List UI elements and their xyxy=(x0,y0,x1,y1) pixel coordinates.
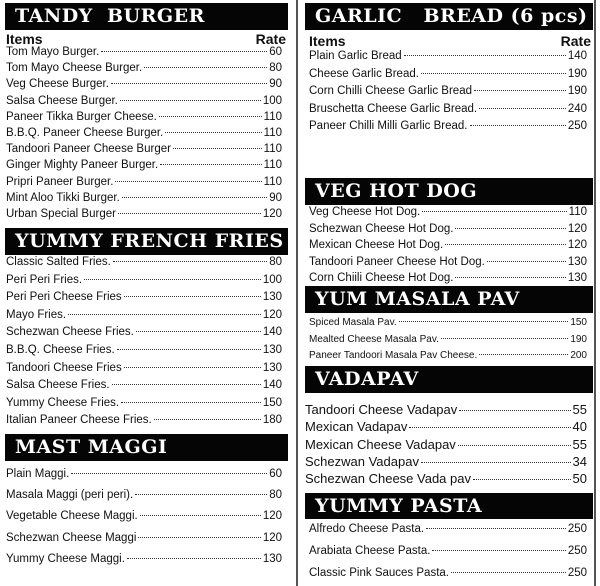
dot-leader xyxy=(159,116,262,117)
item-rate: 110 xyxy=(263,110,282,123)
menu-item xyxy=(305,402,587,417)
item-rate: 130 xyxy=(262,361,282,374)
dot-leader xyxy=(421,73,566,74)
item-name: Italian Paneer Cheese Fries. xyxy=(6,414,152,427)
item-name: Salsa Cheese Fries. xyxy=(6,379,110,392)
item-rate: 150 xyxy=(262,396,282,409)
menu-item xyxy=(309,85,587,97)
dot-leader xyxy=(421,462,571,463)
dot-leader xyxy=(409,427,570,428)
menu-item xyxy=(305,454,587,469)
menu-item xyxy=(6,397,282,409)
dot-leader xyxy=(445,244,566,245)
item-name: Mexican Cheese Hot Dog. xyxy=(309,239,444,252)
item-rate: 120 xyxy=(262,208,282,220)
menu-item xyxy=(6,256,282,268)
menu-item xyxy=(6,274,282,286)
item-name: Plain Maggi. xyxy=(6,468,70,480)
item-rate: 90 xyxy=(269,191,282,204)
item-name: Vegetable Cheese Maggi. xyxy=(6,510,138,523)
item-name: Spiced Masala Pav. xyxy=(309,317,397,328)
dot-leader xyxy=(165,132,261,133)
dot-leader xyxy=(473,479,571,480)
item-rate: 80 xyxy=(269,489,282,502)
item-rate: 110 xyxy=(263,143,282,156)
rate-column-label: Rate xyxy=(255,31,286,47)
menu-item xyxy=(6,379,282,391)
dot-leader xyxy=(432,550,565,551)
dot-leader xyxy=(111,83,267,84)
item-rate: 130 xyxy=(262,552,282,565)
column-headers xyxy=(309,33,591,49)
item-name: Salsa Cheese Burger. xyxy=(6,94,118,107)
item-rate: 40 xyxy=(572,419,587,435)
item-rate: 140 xyxy=(567,50,587,62)
dot-leader xyxy=(124,367,261,368)
menu-item xyxy=(6,468,282,480)
menu-item xyxy=(305,437,587,452)
dot-leader xyxy=(127,558,261,559)
left-column-border xyxy=(296,0,298,586)
item-rate: 120 xyxy=(567,222,587,235)
right-column-border xyxy=(594,0,596,586)
item-rate: 190 xyxy=(567,67,587,80)
dot-leader xyxy=(455,277,565,278)
item-name: Peri Peri Cheese Fries xyxy=(6,291,122,304)
dot-leader xyxy=(455,228,565,229)
menu-item xyxy=(6,344,282,356)
dot-leader xyxy=(404,55,566,56)
item-name: Mexican Cheese Vadapav xyxy=(305,436,456,452)
menu-item xyxy=(6,95,282,107)
item-name: Mealted Cheese Masala Pav. xyxy=(309,333,439,345)
item-name: Pripri Paneer Burger. xyxy=(6,175,114,188)
menu-item xyxy=(309,206,587,218)
item-name: B.B.Q. Cheese Fries. xyxy=(6,344,115,356)
dot-leader xyxy=(112,384,261,385)
dot-leader xyxy=(136,331,261,332)
dot-leader xyxy=(173,148,262,149)
column-headers xyxy=(6,31,286,47)
item-rate: 80 xyxy=(269,256,282,268)
item-name: Veg Cheese Hot Dog. xyxy=(309,206,421,218)
item-name: Schezwan Cheese Maggi xyxy=(6,531,137,544)
item-rate: 130 xyxy=(567,255,587,268)
menu-item xyxy=(309,256,587,268)
menu-item xyxy=(6,510,282,522)
dot-leader xyxy=(470,125,566,126)
item-rate: 120 xyxy=(262,510,282,523)
menu-item xyxy=(309,120,587,132)
menu-item xyxy=(309,334,587,345)
item-rate: 55 xyxy=(572,402,587,417)
dot-leader xyxy=(101,51,267,52)
menu-item xyxy=(6,127,282,139)
menu-item xyxy=(6,291,282,303)
menu-item xyxy=(305,419,587,434)
item-name: Bruschetta Cheese Garlic Bread. xyxy=(309,102,478,115)
menu-item xyxy=(309,523,587,535)
item-rate: 200 xyxy=(570,350,587,361)
menu-item xyxy=(6,532,282,544)
section-header-tandy-burger: TANDY BURGER xyxy=(5,3,288,30)
item-rate: 90 xyxy=(269,78,282,91)
dot-leader xyxy=(451,572,566,573)
dot-leader xyxy=(138,537,260,538)
item-rate: 120 xyxy=(262,531,282,544)
section-header-yummy-pasta: YUMMY PASTA xyxy=(305,493,593,519)
item-name: Classic Pink Sauces Pasta. xyxy=(309,567,449,579)
menu-item xyxy=(6,176,282,188)
dot-leader xyxy=(118,213,261,214)
menu-item xyxy=(6,143,282,155)
item-rate: 190 xyxy=(570,333,587,345)
menu-item xyxy=(309,223,587,235)
dot-leader xyxy=(160,164,262,165)
dot-leader xyxy=(459,410,570,411)
item-rate: 180 xyxy=(262,414,282,427)
item-rate: 60 xyxy=(269,468,282,480)
menu-item xyxy=(309,272,587,284)
menu-item xyxy=(6,46,282,58)
dot-leader xyxy=(117,349,261,350)
item-rate: 100 xyxy=(262,273,282,286)
item-name: Corn Chiili Cheese Hot Dog. xyxy=(309,272,454,285)
item-rate: 140 xyxy=(262,379,282,392)
section-header-yummy-french-fries: YUMMY FRENCH FRIES xyxy=(5,228,288,255)
item-rate: 110 xyxy=(263,159,282,172)
item-rate: 120 xyxy=(567,239,587,252)
item-rate: 140 xyxy=(262,326,282,339)
dot-leader xyxy=(144,67,267,68)
item-name: Paneer Tikka Burger Cheese. xyxy=(6,110,157,123)
item-rate: 55 xyxy=(572,436,587,452)
item-name: Mint Aloo Tikki Burger. xyxy=(6,191,120,204)
item-name: Mexican Vadapav xyxy=(305,419,408,435)
item-rate: 130 xyxy=(262,291,282,304)
dot-leader xyxy=(68,314,261,315)
item-name: Alfredo Cheese Pasta. xyxy=(309,523,425,535)
item-name: Paneer Tandoori Masala Pav Cheese. xyxy=(309,350,478,361)
dot-leader xyxy=(84,279,261,280)
menu-item xyxy=(6,489,282,501)
item-name: Tandoori Paneer Cheese Hot Dog. xyxy=(309,255,485,268)
item-name: Mayo Fries. xyxy=(6,308,67,321)
menu-item xyxy=(6,159,282,171)
item-rate: 100 xyxy=(262,94,282,107)
item-name: Arabiata Cheese Pasta. xyxy=(309,545,431,557)
menu-item xyxy=(309,68,587,80)
menu-item xyxy=(6,326,282,338)
rate-column-label: Rate xyxy=(560,33,591,49)
item-name: B.B.Q. Paneer Cheese Burger. xyxy=(6,127,164,139)
item-name: Yummy Cheese Maggi. xyxy=(6,552,125,565)
item-name: Cheese Garlic Bread. xyxy=(309,67,419,80)
item-name: Urban Special Burger xyxy=(6,208,116,220)
dot-leader xyxy=(479,108,566,109)
dot-leader xyxy=(140,515,261,516)
dot-leader xyxy=(458,445,571,446)
item-name: Paneer Chilli Milli Garlic Bread. xyxy=(309,120,468,133)
menu-item xyxy=(309,103,587,115)
menu-item xyxy=(6,414,282,426)
dot-leader xyxy=(399,321,569,322)
item-name: Schezwan Cheese Hot Dog. xyxy=(309,222,454,235)
dot-leader xyxy=(113,261,267,262)
menu-item xyxy=(6,208,282,220)
menu-item xyxy=(305,471,587,486)
items-column-label: Items xyxy=(309,33,346,49)
menu-item xyxy=(309,239,587,251)
menu-item xyxy=(6,78,282,90)
item-name: Masala Maggi (peri peri). xyxy=(6,489,134,502)
menu-item xyxy=(6,192,282,204)
item-rate: 110 xyxy=(263,175,282,188)
dot-leader xyxy=(120,100,261,101)
item-rate: 150 xyxy=(570,317,587,328)
item-rate: 190 xyxy=(567,85,587,98)
dot-leader xyxy=(474,90,566,91)
menu-item xyxy=(6,62,282,74)
item-rate: 34 xyxy=(572,453,587,469)
item-rate: 120 xyxy=(262,308,282,321)
dot-leader xyxy=(154,419,261,420)
item-name: Ginger Mighty Paneer Burger. xyxy=(6,159,159,172)
item-name: Tandoori Paneer Cheese Burger xyxy=(6,143,171,156)
item-name: Plain Garlic Bread xyxy=(309,50,402,62)
menu-item xyxy=(309,545,587,557)
item-name: Schezwan Cheese Fries. xyxy=(6,326,134,339)
item-rate: 130 xyxy=(567,272,587,285)
dot-leader xyxy=(121,402,261,403)
section-header-mast-maggi: MAST MAGGI xyxy=(5,434,288,461)
item-name: Tandoori Cheese Fries xyxy=(6,361,122,374)
item-rate: 250 xyxy=(567,523,587,535)
section-header-veg-hot-dog: VEG HOT DOG xyxy=(305,178,593,205)
menu-item xyxy=(309,350,587,361)
item-rate: 240 xyxy=(567,102,587,115)
menu-item xyxy=(6,111,282,123)
menu-item xyxy=(309,567,587,579)
item-name: Tom Mayo Cheese Burger. xyxy=(6,62,143,75)
item-rate: 250 xyxy=(567,567,587,579)
items-column-label: Items xyxy=(6,31,43,47)
menu-item xyxy=(309,317,587,328)
item-rate: 130 xyxy=(262,344,282,356)
item-rate: 80 xyxy=(269,62,282,75)
item-name: Corn Chilli Cheese Garlic Bread xyxy=(309,85,472,98)
item-name: Schezwan Vadapav xyxy=(305,453,419,469)
section-header-yum-masala-pav: YUM MASALA PAV xyxy=(305,286,593,313)
dot-leader xyxy=(135,494,267,495)
item-rate: 50 xyxy=(572,471,587,487)
menu-item xyxy=(6,309,282,321)
menu-item xyxy=(6,553,282,565)
item-rate: 250 xyxy=(567,120,587,133)
dot-leader xyxy=(422,211,566,212)
item-rate: 60 xyxy=(269,46,282,58)
menu-item xyxy=(6,362,282,374)
dot-leader xyxy=(71,473,267,474)
dot-leader xyxy=(115,181,261,182)
item-rate: 110 xyxy=(568,206,587,218)
item-name: Veg Cheese Burger. xyxy=(6,78,109,91)
dot-leader xyxy=(487,261,566,262)
item-rate: 250 xyxy=(567,545,587,557)
item-name: Peri Peri Fries. xyxy=(6,273,83,286)
menu-item xyxy=(309,50,587,62)
item-rate: 110 xyxy=(263,127,282,139)
item-name: Schezwan Cheese Vada pav xyxy=(305,471,471,487)
dot-leader xyxy=(124,296,261,297)
section-header-garlic-bread-6-pcs: GARLIC BREAD (6 pcs) xyxy=(305,3,593,30)
item-name: Tandoori Cheese Vadapav xyxy=(305,402,458,417)
section-header-vadapav: VADAPAV xyxy=(305,366,593,393)
dot-leader xyxy=(426,528,566,529)
item-name: Classic Salted Fries. xyxy=(6,256,111,268)
dot-leader xyxy=(122,197,267,198)
item-name: Tom Mayo Burger. xyxy=(6,46,100,58)
dot-leader xyxy=(479,354,568,355)
dot-leader xyxy=(441,338,568,339)
item-name: Yummy Cheese Fries. xyxy=(6,396,120,409)
